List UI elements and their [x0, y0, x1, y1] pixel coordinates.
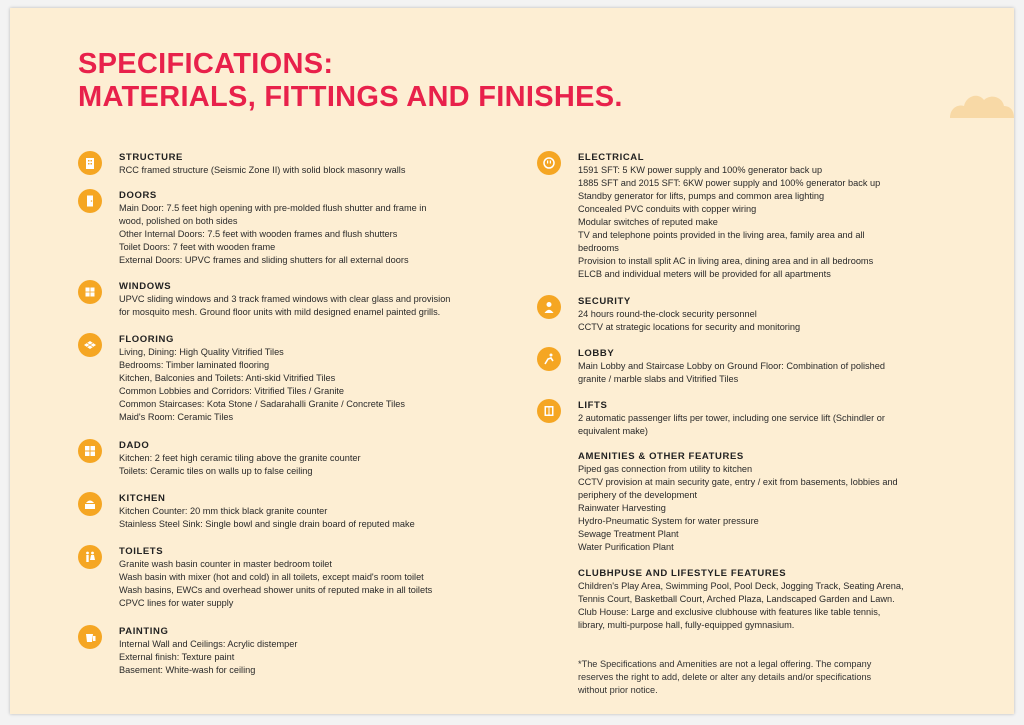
section-line: Common Staircases: Kota Stone / Sadarahalli Granite / Concrete Tiles: [119, 399, 405, 409]
section-body: [119, 625, 297, 677]
section-line: 24 hours round-the-clock security personnel: [578, 309, 757, 319]
section-heading: TOILETS: [119, 546, 164, 557]
section-body: [119, 333, 405, 424]
section-heading: LOBBY: [578, 348, 615, 359]
section-line: Toilet Doors: 7 feet with wooden frame: [119, 242, 276, 252]
section-body: [578, 151, 880, 281]
window-icon: [78, 280, 102, 304]
amenities-list: [578, 463, 898, 554]
section-body: [578, 295, 800, 334]
section-line: Modular switches of reputed make: [578, 217, 718, 227]
section-line: Concealed PVC conduits with copper wiring: [578, 204, 757, 214]
section-line: 1591 SFT: 5 KW power supply and 100% generator back up: [578, 165, 823, 175]
section-line: CPVC lines for water supply: [119, 598, 234, 608]
section-heading: KITCHEN: [119, 493, 166, 504]
amenities-line: CCTV provision at main security gate, entry / exit from basements, lobbies and: [578, 477, 898, 487]
section-heading: DADO: [119, 440, 150, 451]
section-line: bedrooms: [578, 243, 619, 253]
clubhouse-line: Tennis Court, Basketball Court, Arched Plaza, Landscaped Garden and Lawn.: [578, 594, 895, 604]
kitchen-icon: [78, 492, 102, 516]
note-line: without prior notice.: [578, 685, 658, 695]
clubhouse-heading: CLUBHPUSE AND LIFESTYLE FEATURES: [578, 568, 787, 579]
building-icon: [78, 151, 102, 175]
page-title: [78, 48, 623, 114]
section-line: wood, polished on both sides: [119, 216, 238, 226]
section-line: Standby generator for lifts, pumps and common area lighting: [578, 191, 825, 201]
section-line: External Doors: UPVC frames and sliding shutters for all external doors: [119, 255, 409, 265]
note-line: reserves the right to add, delete or alter any details and/or specifications: [578, 672, 872, 682]
toilet-people-icon: [78, 545, 102, 569]
section-line: CCTV at strategic locations for security and monitoring: [578, 322, 801, 332]
disclaimer-lines: [578, 658, 871, 697]
section-heading: LIFTS: [578, 400, 608, 411]
clubhouse-list: [578, 580, 904, 632]
amenities-line: Rainwater Harvesting: [578, 503, 666, 513]
section-body: [578, 399, 885, 438]
section-line: ELCB and individual meters will be provided for all apartments: [578, 269, 831, 279]
section-heading: DOORS: [119, 190, 157, 201]
clubhouse-line: Children's Play Area, Swimming Pool, Pool Deck, Jogging Track, Seating Arena,: [578, 581, 904, 591]
security-guard-icon: [537, 295, 561, 319]
amenities-line: Piped gas connection from utility to kitchen: [578, 464, 753, 474]
section-line: Living, Dining: High Quality Vitrified Tiles: [119, 347, 284, 357]
section-line: UPVC sliding windows and 3 track framed windows with clear glass and provision: [119, 294, 451, 304]
section-body: [119, 545, 432, 610]
section-line: 2 automatic passenger lifts per tower, including one service lift (Schindler or: [578, 413, 885, 423]
section-line: Main Door: 7.5 feet high opening with pre-molded flush shutter and frame in: [119, 203, 427, 213]
amenities-line: Sewage Treatment Plant: [578, 529, 679, 539]
section-line: External finish: Texture paint: [119, 652, 235, 662]
lobby-person-icon: [537, 347, 561, 371]
power-plug-icon: [537, 151, 561, 175]
section-line: for mosquito mesh. Ground floor units with mild designed enamel painted grills.: [119, 307, 441, 317]
clubhouse-line: library, multi-purpose hall, fully-equipped gymnasium.: [578, 620, 795, 630]
section-body: [119, 151, 405, 177]
note-line: *The Specifications and Amenities are not a legal offering. The company: [578, 659, 872, 669]
section-line: Maid's Room: Ceramic Tiles: [119, 412, 234, 422]
section-line: Wash basin with mixer (hot and cold) in all toilets, except maid's room toilet: [119, 572, 424, 582]
amenities-heading: AMENITIES & OTHER FEATURES: [578, 451, 744, 462]
section-line: Internal Wall and Ceilings: Acrylic distemper: [119, 639, 298, 649]
section-heading: PAINTING: [119, 626, 169, 637]
wall-tile-icon: [78, 439, 102, 463]
section-line: Kitchen, Balconies and Toilets: Anti-skid Vitrified Tiles: [119, 373, 336, 383]
section-line: Bedrooms: Timber laminated flooring: [119, 360, 270, 370]
section-heading: STRUCTURE: [119, 152, 183, 163]
section-heading: WINDOWS: [119, 281, 172, 292]
cloud-decoration: [944, 86, 1014, 118]
section-line: Kitchen Counter: 20 mm thick black granite counter: [119, 506, 328, 516]
section-line: TV and telephone points provided in the living area, family area and all: [578, 230, 865, 240]
section-body: [119, 280, 450, 319]
section-line: Wash basins, EWCs and overhead shower units of reputed make in all toilets: [119, 585, 433, 595]
section-line: Stainless Steel Sink: Single bowl and single drain board of reputed make: [119, 519, 415, 529]
section-line: equivalent make): [578, 426, 648, 436]
section-heading: SECURITY: [578, 296, 631, 307]
section-line: RCC framed structure (Seismic Zone II) with solid block masonry walls: [119, 165, 406, 175]
section-body: [119, 492, 415, 531]
paint-bucket-icon: [78, 625, 102, 649]
section-line: Provision to install split AC in living area, dining area and in all bedrooms: [578, 256, 874, 266]
section-line: Granite wash basin counter in master bedroom toilet: [119, 559, 332, 569]
section-body: [119, 439, 361, 478]
section-body: [578, 347, 885, 386]
section-line: Kitchen: 2 feet high ceramic tiling above the granite counter: [119, 453, 361, 463]
section-heading: ELECTRICAL: [578, 152, 645, 163]
section-line: Toilets: Ceramic tiles on walls up to false ceiling: [119, 466, 313, 476]
clubhouse-line: Club House: Large and exclusive clubhouse with features like table tennis,: [578, 607, 881, 617]
amenities-line: Hydro-Pneumatic System for water pressure: [578, 516, 759, 526]
door-icon: [78, 189, 102, 213]
title-line-1: SPECIFICATIONS:: [78, 48, 334, 80]
section-heading: FLOORING: [119, 334, 174, 345]
section-line: Other Internal Doors: 7.5 feet with wooden frames and flush shutters: [119, 229, 398, 239]
section-line: Main Lobby and Staircase Lobby on Ground Floor: Combination of polished: [578, 361, 885, 371]
spec-page: [10, 8, 1014, 714]
section-body: [119, 189, 426, 267]
section-line: granite / marble slabs and Vitrified Tiles: [578, 374, 739, 384]
amenities-section: [578, 450, 898, 554]
disclaimer-note: [578, 658, 871, 697]
section-line: 1885 SFT and 2015 SFT: 6KW power supply and 100% generator back up: [578, 178, 881, 188]
floor-tile-icon: [78, 333, 102, 357]
amenities-line: periphery of the development: [578, 490, 698, 500]
amenities-line: Water Purification Plant: [578, 542, 674, 552]
section-line: Common Lobbies and Corridors: Vitrified Tiles / Granite: [119, 386, 345, 396]
title-line-2: MATERIALS, FITTINGS AND FINISHES.: [78, 81, 623, 113]
clubhouse-section: [578, 567, 904, 632]
section-line: Basement: White-wash for ceiling: [119, 665, 256, 675]
elevator-icon: [537, 399, 561, 423]
